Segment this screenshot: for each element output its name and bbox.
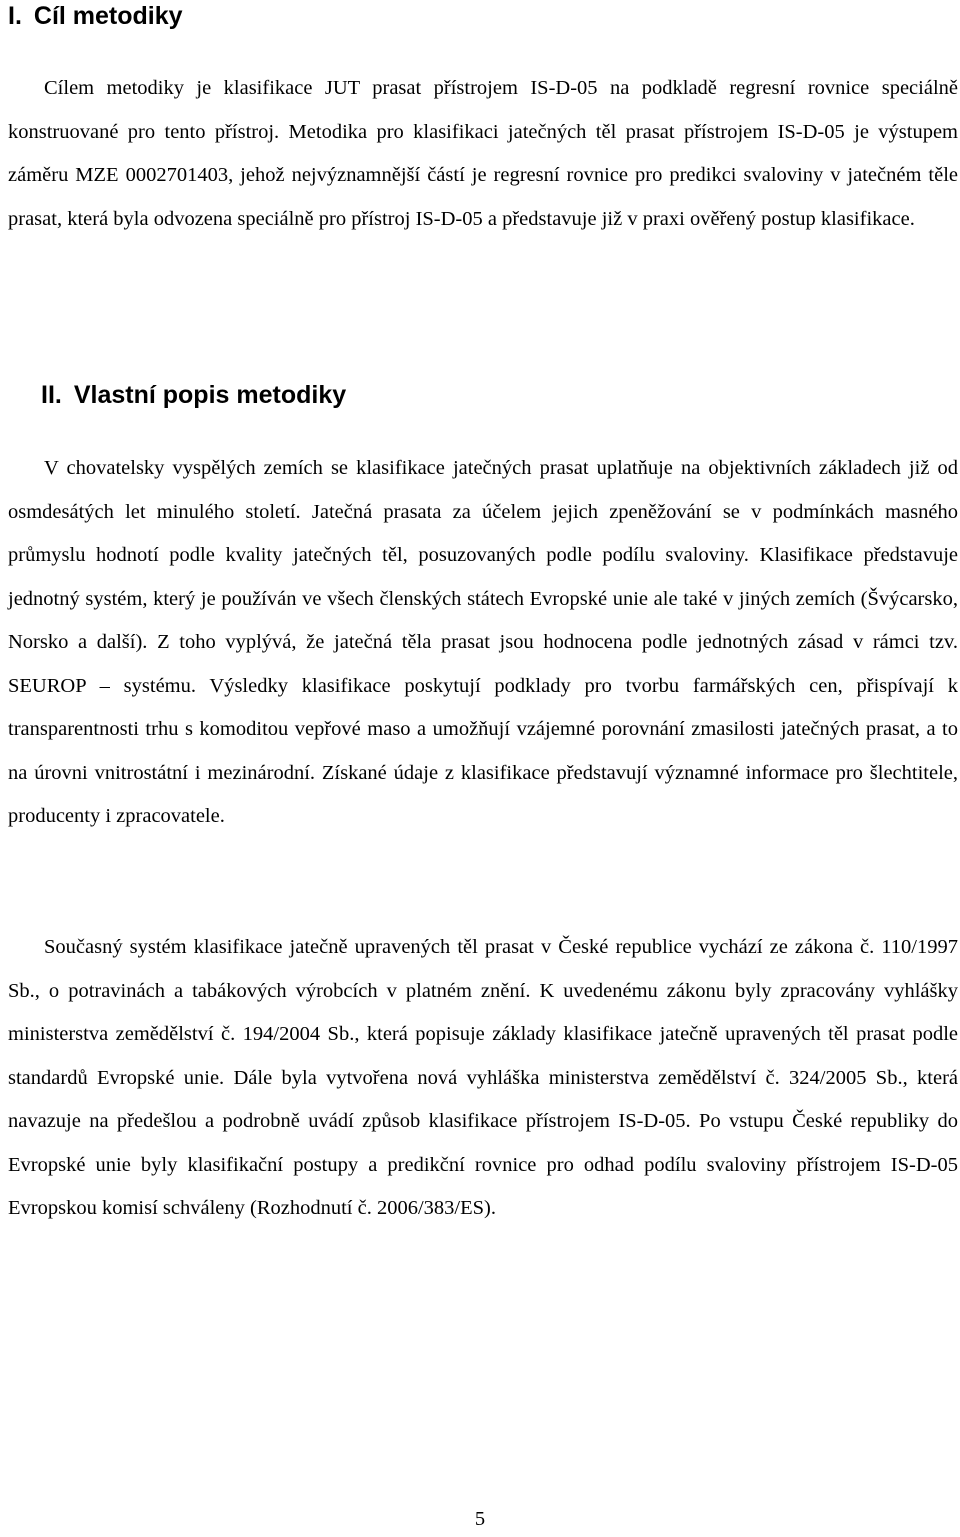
section-heading-2 (41, 379, 346, 411)
section-title: Cíl metodiky (33, 2, 183, 30)
paragraph-legislation: Současný systém klasifikace jatečně upravených těl prasat v České republice vychází ze zákona č. 110/1997 Sb., o potravinách a tabákových výrobcích v platném znění. K uvedenému zákonu byly zpracovány vyhlášky ministerstva zemědělství č. 194/2004 Sb., která popisuje základy klasifikace jatečně upravených těl prasat podle standardů Evropské unie. Dále byla vytvořena nová vyhláška ministerstva zemědělství č. 324/2005 Sb., která navazuje na předešlou a podrobně uvádí způsob klasifikace přístrojem IS-D-05. Po vstupu České republiky do Evropské unie byly klasifikační postupy a predikční rovnice pro odhad podílu svaloviny přístrojem IS-D-05 Evropskou komisí schváleny (Rozhodnutí č. 2006/383/ES). (8, 936, 958, 1219)
section-heading-1 (8, 0, 183, 32)
section-title: Vlastní popis metodiky (73, 381, 347, 409)
paragraph-goal: Cílem metodiky je klasifikace JUT prasat přístrojem IS-D-05 na podkladě regresní rovnice speciálně konstruované pro tento přístroj. Metodika pro klasifikaci jatečných těl prasat přístrojem IS-D-05 je výstupem záměru MZE 0002701403, jehož nejvýznamnější částí je regresní rovnice pro predikci svaloviny v jatečném těle prasat, která byla odvozena speciálně pro přístroj IS-D-05 a představuje již v praxi ověřený postup klasifikace. (8, 77, 958, 230)
section-number: I. (8, 2, 22, 30)
page-number: 5 (474, 1508, 486, 1530)
section-number: II. (41, 381, 62, 409)
paragraph-classification: V chovatelsky vyspělých zemích se klasifikace jatečných prasat uplatňuje na objektivních základech již od osmdesátých let minulého století. Jatečná prasata za účelem jejich zpeněžování se v podmínkách masného průmyslu hodnotí podle kvality jatečných těl, posuzovaných podle podílu svaloviny. Klasifikace představuje jednotný systém, který je používán ve všech členských státech Evropské unie ale také v jiných zemích (Švýcarsko, Norsko a další). Z toho vyplývá, že jatečná těla prasat jsou hodnocena podle jednotných zásad v rámci tzv. SEUROP – systému. Výsledky klasifikace poskytují podklady pro tvorbu farmářských cen, přispívají k transparentnosti trhu s komoditou vepřové maso a umožňují vzájemné porovnání zmasilosti jatečných prasat, a to na úrovni vnitrostátní i mezinárodní. Získané údaje z klasifikace představují významné informace pro šlechtitele, producenty i zpracovatele. (8, 457, 958, 827)
